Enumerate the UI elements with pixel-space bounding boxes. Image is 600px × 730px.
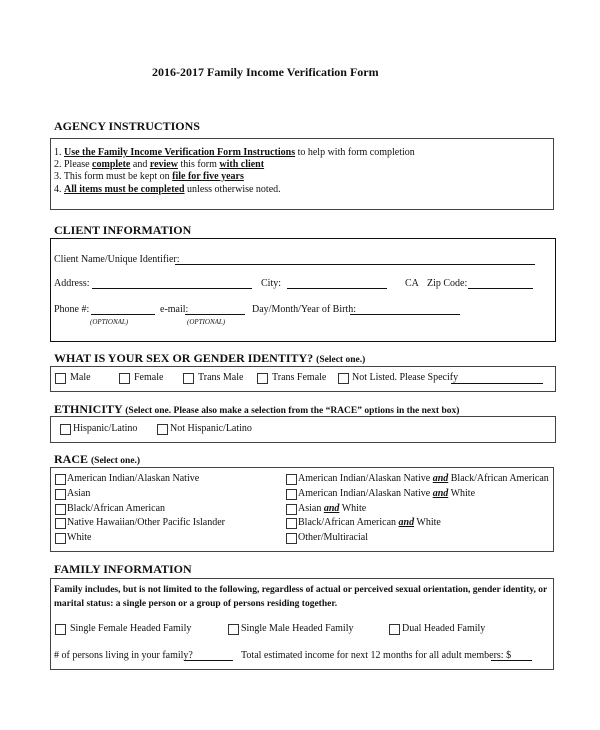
- text: review: [149, 159, 178, 170]
- income-label: Total estimated income for next 12 months for all adult members: $: [241, 650, 512, 661]
- heading-text: RACE: [54, 452, 89, 466]
- text: Black/African American: [448, 473, 549, 484]
- address-field[interactable]: [92, 288, 252, 289]
- text: American Indian/Alaskan Native: [298, 488, 433, 499]
- phone-label: Phone #:: [54, 304, 90, 315]
- and-text: and: [398, 517, 415, 528]
- race-checkbox[interactable]: [55, 489, 66, 500]
- heading-text: ETHNICITY: [54, 402, 123, 416]
- race-checkbox[interactable]: [55, 518, 66, 529]
- email-field[interactable]: [185, 314, 245, 315]
- race-option-label: American Indian/Alaskan Native: [67, 473, 200, 484]
- text: complete: [92, 159, 131, 170]
- phone-optional-note: (OPTIONAL): [90, 318, 129, 326]
- heading-text: WHAT IS YOUR SEX OR GENDER IDENTITY?: [54, 351, 314, 365]
- race-checkbox[interactable]: [55, 474, 66, 485]
- family-option-label: Single Female Headed Family: [70, 623, 192, 634]
- race-combo-label: [298, 488, 475, 500]
- family-option-label: Dual Headed Family: [402, 623, 486, 634]
- gender-specify-field[interactable]: [451, 383, 543, 384]
- persons-field[interactable]: [184, 660, 233, 661]
- client-name-field[interactable]: [175, 264, 535, 265]
- race-combo-label: [298, 473, 549, 485]
- text: this form: [177, 159, 220, 170]
- instruction-1: [54, 147, 415, 159]
- text: American Indian/Alaskan Native: [298, 473, 433, 484]
- race-combo-checkbox[interactable]: [286, 489, 297, 500]
- text: White: [339, 503, 367, 514]
- dob-field[interactable]: [350, 314, 460, 315]
- race-checkbox[interactable]: [55, 504, 66, 515]
- zip-field[interactable]: [468, 288, 533, 289]
- heading-note: (Select one. Please also make a selection from the “RACE” options in the next box): [125, 406, 460, 416]
- city-label: City:: [261, 278, 282, 289]
- and-text: and: [432, 473, 449, 484]
- gender-female-checkbox[interactable]: [119, 373, 130, 384]
- gender-male-checkbox[interactable]: [55, 373, 66, 384]
- phone-field[interactable]: [91, 314, 155, 315]
- persons-label: # of persons living in your family?: [54, 650, 193, 661]
- family-heading: FAMILY INFORMATION: [54, 562, 192, 576]
- race-combo-checkbox[interactable]: [286, 474, 297, 485]
- and-text: and: [432, 488, 449, 499]
- num: 4.: [54, 184, 64, 195]
- text: White: [414, 517, 441, 528]
- text: and: [130, 159, 150, 170]
- gender-trans-male-checkbox[interactable]: [183, 373, 194, 384]
- race-heading: [54, 453, 140, 467]
- text: White: [448, 488, 476, 499]
- race-combo-label: [298, 532, 368, 544]
- text: Black/African American: [298, 517, 399, 528]
- instruction-2: [54, 159, 264, 171]
- and-text: and: [323, 503, 340, 514]
- text: 2. Please: [54, 159, 93, 170]
- instructions-link[interactable]: Use the Family Income Verification Form Instructions: [64, 147, 296, 158]
- text: with client: [219, 159, 265, 170]
- text: Asian: [298, 503, 324, 514]
- race-combo-checkbox[interactable]: [286, 533, 297, 544]
- gender-trans-female-checkbox[interactable]: [257, 373, 268, 384]
- text: file for five years: [172, 171, 244, 182]
- heading-note: (Select one.): [316, 355, 366, 365]
- num: 1.: [54, 147, 64, 158]
- text: unless otherwise noted.: [184, 184, 281, 195]
- dob-label: Day/Month/Year of Birth:: [252, 304, 356, 315]
- gender-not-listed-checkbox[interactable]: [338, 373, 349, 384]
- race-option-label: White: [67, 532, 92, 543]
- gender-option-label: Not Listed. Please Specify: [352, 372, 459, 383]
- gender-option-label: Male: [70, 372, 91, 383]
- gender-heading: [54, 352, 365, 366]
- dual-headed-checkbox[interactable]: [389, 624, 400, 635]
- race-option-label: Asian: [67, 488, 91, 499]
- client-name-label: Client Name/Unique Identifier:: [54, 254, 180, 265]
- text: Other/Multiracial: [298, 532, 368, 543]
- ethnicity-option-label: Not Hispanic/Latino: [170, 423, 252, 434]
- family-description-1: Family includes, but is not limited to the following, regardless of actual or perceived sexual orientation, gender identity, or: [54, 585, 548, 595]
- hispanic-checkbox[interactable]: [60, 424, 71, 435]
- city-field[interactable]: [287, 288, 387, 289]
- race-checkbox[interactable]: [55, 533, 66, 544]
- client-heading: CLIENT INFORMATION: [54, 223, 192, 237]
- income-field[interactable]: [491, 660, 532, 661]
- race-option-label: Native Hawaiian/Other Pacific Islander: [67, 517, 225, 528]
- form-title: 2016-2017 Family Income Verification Form: [152, 65, 379, 79]
- address-label: Address:: [54, 278, 90, 289]
- agency-heading: AGENCY INSTRUCTIONS: [54, 119, 200, 133]
- single-male-checkbox[interactable]: [228, 624, 239, 635]
- zip-label: Zip Code:: [427, 278, 468, 289]
- ethnicity-option-label: Hispanic/Latino: [73, 423, 138, 434]
- instruction-4: [54, 184, 281, 196]
- not-hispanic-checkbox[interactable]: [157, 424, 168, 435]
- gender-option-label: Trans Female: [272, 372, 327, 383]
- race-combo-label: [298, 503, 366, 515]
- family-description-2: marital status: a single person or a group of persons residing together.: [54, 599, 338, 609]
- text: 3. This form must be kept on: [54, 171, 173, 182]
- email-label: e-mail:: [160, 304, 189, 315]
- state-label: CA: [405, 278, 419, 289]
- email-optional-note: (OPTIONAL): [187, 318, 226, 326]
- race-combo-label: [298, 517, 441, 529]
- race-option-label: Black/African American: [67, 503, 166, 514]
- race-combo-checkbox[interactable]: [286, 518, 297, 529]
- heading-note: (Select one.): [91, 456, 141, 466]
- text: to help with form completion: [295, 147, 415, 158]
- ethnicity-heading: [54, 403, 459, 417]
- gender-option-label: Female: [134, 372, 164, 383]
- instruction-3: [54, 171, 244, 183]
- race-combo-checkbox[interactable]: [286, 504, 297, 515]
- gender-option-label: Trans Male: [198, 372, 244, 383]
- single-female-checkbox[interactable]: [55, 624, 66, 635]
- text: All items must be completed: [64, 184, 185, 195]
- family-option-label: Single Male Headed Family: [241, 623, 354, 634]
